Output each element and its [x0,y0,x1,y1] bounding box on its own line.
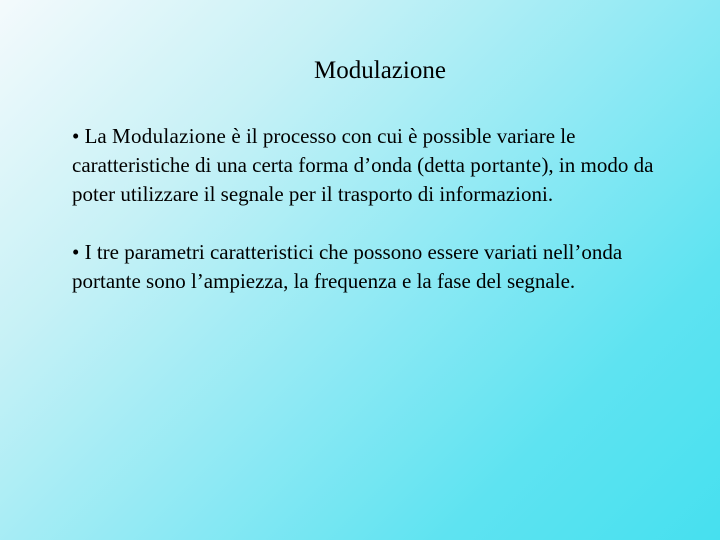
bullet-paragraph [72,238,690,296]
emphasized-term-modulazione: Modulazione [112,124,227,148]
bullet-marker: • [72,124,80,148]
emphasized-term-portante: portante [470,153,542,177]
slide-title: Modulazione [314,57,446,84]
bullet-marker: • [72,240,80,264]
bullet-paragraph [72,122,690,209]
text-segment: La [79,124,113,148]
text-segment: I tre parametri caratteristici che possono essere variati nell’onda portante sono l’ampiezza, la frequenza e la fase del segnale. [72,240,623,293]
text-segment: ), in modo da poter utilizzare il segnale per il trasporto di informazioni. [72,153,654,206]
slide-body [72,122,690,325]
text-segment: è il processo con cui è possible variare le caratteristiche di una certa forma d’onda (detta [72,124,576,177]
